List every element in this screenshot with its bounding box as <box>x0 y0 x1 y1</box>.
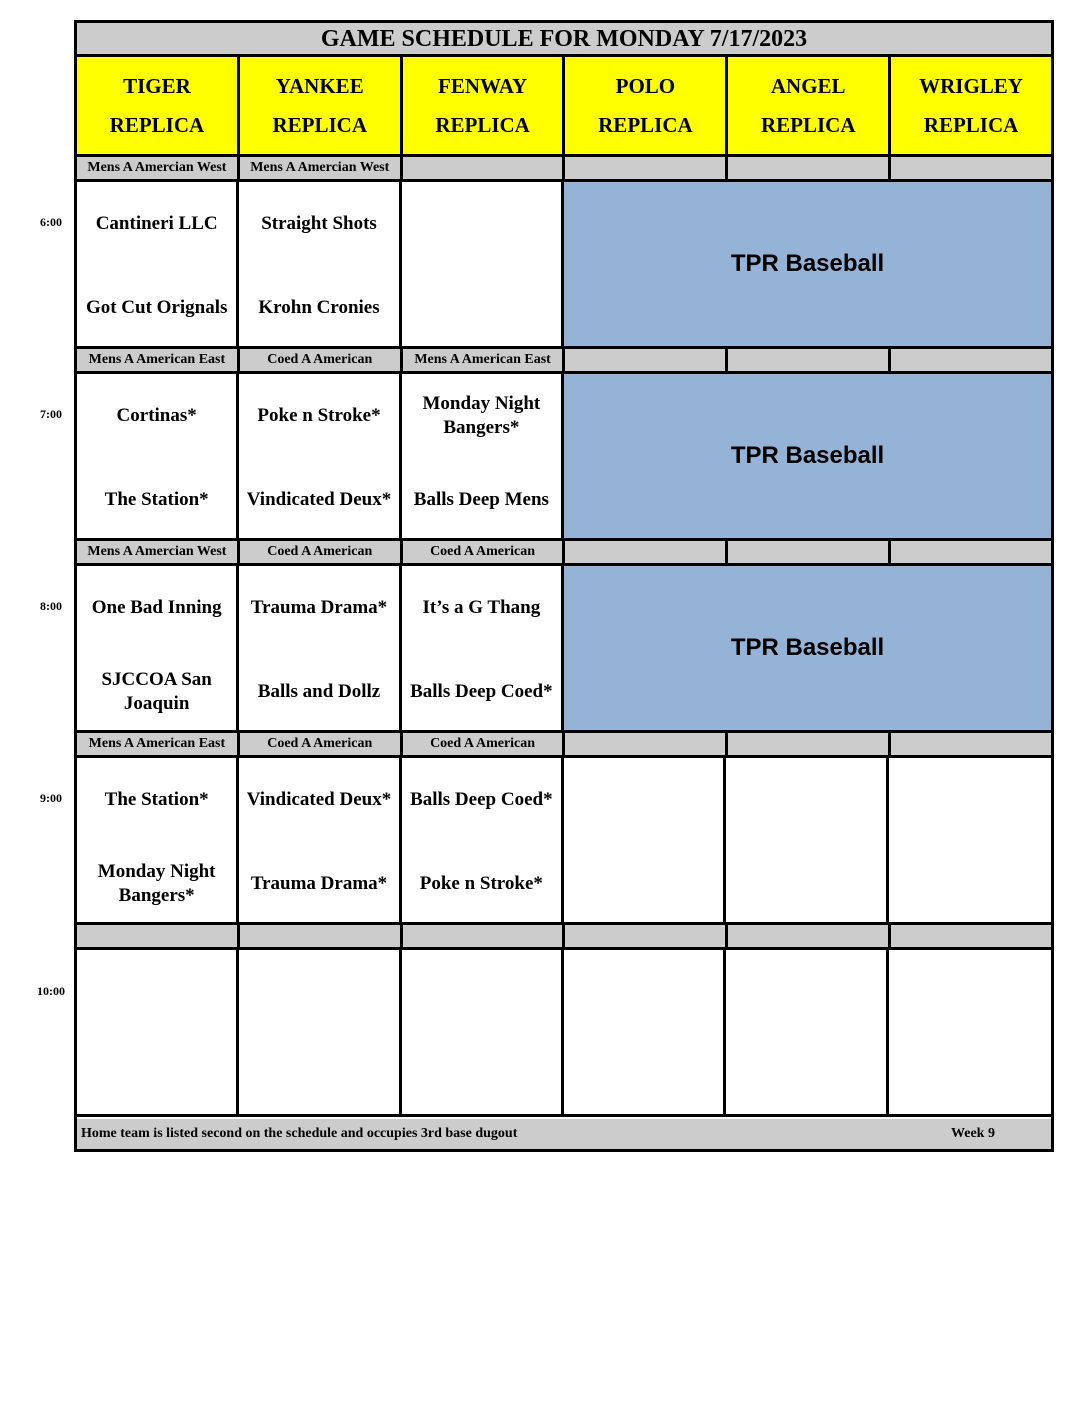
away-team: Cantineri LLC <box>95 213 218 234</box>
game-cell <box>239 950 401 1117</box>
away-team: The Station* <box>104 789 209 810</box>
field-header-row <box>77 57 1051 157</box>
game-cell <box>564 950 726 1117</box>
away-team: Trauma Drama* <box>250 597 388 618</box>
home-team <box>404 1048 559 1104</box>
division-label <box>728 157 891 182</box>
footer-bar <box>77 1119 1051 1149</box>
division-label: Coed A American <box>240 733 403 758</box>
time-slot-700 <box>77 374 1051 541</box>
away-team: Vindicated Deux* <box>246 789 392 810</box>
home-team: Krohn Cronies <box>258 297 380 318</box>
home-team <box>891 856 1049 912</box>
game-cell <box>402 950 564 1117</box>
time-label-600: 6:00 <box>40 215 62 229</box>
division-band-900 <box>77 733 1051 758</box>
reserved-block: TPR Baseball <box>564 566 1051 733</box>
game-cell <box>889 758 1051 925</box>
home-team: Poke n Stroke* <box>419 873 543 894</box>
away-team: Balls Deep Coed* <box>410 789 553 810</box>
field-sub: REPLICA <box>598 112 693 137</box>
field-sub: REPLICA <box>109 112 205 137</box>
away-team <box>728 964 883 1020</box>
home-team: Got Cut Orignals <box>85 297 228 318</box>
away-team <box>79 964 234 1020</box>
game-cell <box>402 758 564 925</box>
away-team: Straight Shots <box>261 213 377 234</box>
field-sub: REPLICA <box>760 112 856 137</box>
division-label: Coed A American <box>240 349 403 374</box>
division-band-800 <box>77 541 1051 566</box>
home-team: Balls and Dollz <box>257 681 381 702</box>
game-cell <box>239 758 401 925</box>
time-slot-800 <box>77 566 1051 733</box>
away-team <box>728 772 883 828</box>
home-team: Balls Deep Mens <box>413 489 549 510</box>
game-cell <box>239 182 401 349</box>
game-cell <box>402 566 564 733</box>
field-name: FENWAY <box>438 73 528 98</box>
home-team: Vindicated Deux* <box>246 489 392 510</box>
game-cell <box>402 374 564 541</box>
home-team <box>566 856 721 912</box>
page-title: GAME SCHEDULE FOR MONDAY 7/17/2023 <box>77 23 1051 57</box>
division-label <box>891 541 1051 566</box>
time-label-1000: 10:00 <box>37 984 65 998</box>
away-team <box>404 964 559 1020</box>
home-team: The Station* <box>104 489 209 510</box>
division-label <box>728 733 891 758</box>
schedule-sheet <box>74 20 1054 1152</box>
game-cell <box>889 950 1051 1117</box>
time-label-800: 8:00 <box>40 599 62 613</box>
division-label <box>891 733 1051 758</box>
home-team <box>891 1048 1049 1104</box>
division-label <box>891 157 1051 182</box>
game-cell <box>726 950 888 1117</box>
game-cell <box>726 758 888 925</box>
field-sub: REPLICA <box>272 112 367 137</box>
away-team: It’s a G Thang <box>422 597 541 618</box>
away-team <box>566 772 721 828</box>
division-label <box>891 925 1051 950</box>
game-cell <box>239 374 401 541</box>
division-label: Mens A Amercian West <box>77 157 240 182</box>
field-header-angel <box>728 57 891 157</box>
field-name: WRIGLEY <box>919 73 1023 98</box>
division-label: Mens A Amercian West <box>240 157 403 182</box>
division-label: Coed A American <box>403 733 566 758</box>
division-label <box>728 925 891 950</box>
division-label <box>240 925 403 950</box>
away-team <box>891 964 1049 1020</box>
field-name: TIGER <box>123 73 191 98</box>
division-label <box>403 157 566 182</box>
field-header-wrigley <box>891 57 1051 157</box>
footer-note: Home team is listed second on the schedule and occupies 3rd base dugout <box>81 1126 518 1141</box>
division-label: Coed A American <box>240 541 403 566</box>
division-label <box>77 925 240 950</box>
division-label <box>565 925 728 950</box>
home-team: Balls Deep Coed* <box>410 681 553 702</box>
division-label <box>565 157 728 182</box>
field-sub: REPLICA <box>923 112 1019 137</box>
field-header-polo <box>565 57 728 157</box>
game-cell <box>239 566 401 733</box>
division-label <box>565 541 728 566</box>
division-label <box>728 349 891 374</box>
reserved-block: TPR Baseball <box>564 182 1051 349</box>
reserved-block: TPR Baseball <box>564 374 1051 541</box>
home-team <box>404 280 559 336</box>
division-band-600 <box>77 157 1051 182</box>
field-header-yankee <box>240 57 403 157</box>
away-team <box>404 196 559 252</box>
division-band-700 <box>77 349 1051 374</box>
division-label <box>403 925 566 950</box>
division-label: Mens A American East <box>77 349 240 374</box>
division-label: Coed A American <box>403 541 566 566</box>
away-team: Poke n Stroke* <box>257 405 381 426</box>
away-team <box>891 772 1049 828</box>
time-slot-600 <box>77 182 1051 349</box>
game-cell <box>402 182 564 349</box>
time-label-900: 9:00 <box>40 791 62 805</box>
division-band-1000 <box>77 925 1051 950</box>
home-team <box>79 1048 234 1104</box>
away-team: One Bad Inning <box>91 597 222 618</box>
away-team: Monday Night Bangers* <box>422 393 541 438</box>
time-slot-1000 <box>77 950 1051 1117</box>
division-label: Mens A American East <box>403 349 566 374</box>
field-header-fenway <box>403 57 566 157</box>
away-team: Cortinas* <box>116 405 197 426</box>
time-slot-900 <box>77 758 1051 925</box>
division-label: Mens A American East <box>77 733 240 758</box>
away-team <box>241 964 396 1020</box>
division-label <box>891 349 1051 374</box>
home-team <box>241 1048 396 1104</box>
home-team <box>728 1048 883 1104</box>
division-label <box>565 349 728 374</box>
week-label: Week 9 <box>951 1126 995 1141</box>
home-team: Monday Night Bangers* <box>97 861 216 906</box>
division-label: Mens A Amercian West <box>77 541 240 566</box>
division-label <box>565 733 728 758</box>
game-cell <box>77 758 239 925</box>
home-team <box>566 1048 721 1104</box>
field-header-tiger <box>77 57 240 157</box>
time-label-700: 7:00 <box>40 407 62 421</box>
field-sub: REPLICA <box>435 112 530 137</box>
game-cell <box>77 182 239 349</box>
game-cell <box>77 566 239 733</box>
field-name: YANKEE <box>275 73 364 98</box>
division-label <box>728 541 891 566</box>
field-name: ANGEL <box>770 73 846 98</box>
game-cell <box>564 758 726 925</box>
game-cell <box>77 374 239 541</box>
home-team: SJCCOA San Joaquin <box>101 669 212 714</box>
home-team: Trauma Drama* <box>250 873 388 894</box>
field-name: POLO <box>615 73 676 98</box>
away-team <box>566 964 721 1020</box>
game-cell <box>77 950 239 1117</box>
home-team <box>728 856 883 912</box>
